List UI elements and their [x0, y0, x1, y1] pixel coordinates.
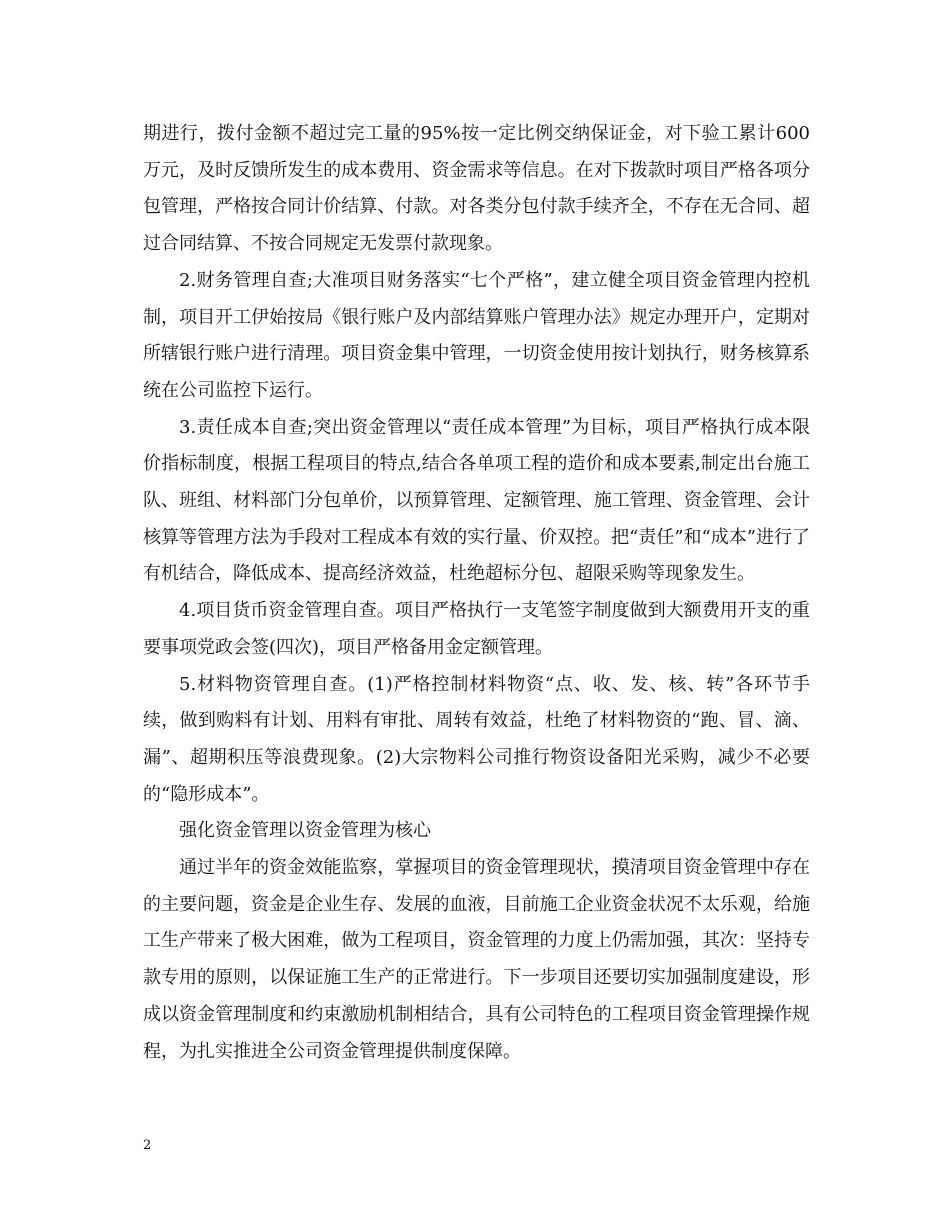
paragraph-financial-management: 2.财务管理自查;大准项目财务落实“七个严格”，建立健全项目资金管理内控机制，项目开工伊始按局《银行账户及内部结算账户管理办法》规定办理开户，定期对所辖银行账户进行清理。项目资金集中管理，一切资金使用按计划执行，财务核算系统在公司监控下运行。 [143, 269, 810, 401]
section-heading: 强化资金管理以资金管理为核心 [179, 820, 431, 842]
paragraph-summary: 通过半年的资金效能监察，掌握项目的资金管理现状，摸清项目资金管理中存在的主要问题，资金是企业生存、发展的血液，目前施工企业资金状况不太乐观，给施工生产带来了极大困难，做为工程项目，资金管理的力度上仍需加强，其次：坚持专款专用的原则，以保证施工生产的正常进行。下一步项目还要切实加强制度建设，形成以资金管理制度和约束激励机制相结合，具有公司特色的工程项目资金管理操作规程，为扎实推进全公司资金管理提供制度保障。 [143, 857, 810, 1062]
document-body [143, 116, 810, 1070]
paragraph-materials-management: 5.材料物资管理自查。(1)严格控制材料物资“点、收、发、核、转”各环节手续，做到购料有计划、用料有审批、周转有效益，杜绝了材料物资的“跑、冒、滴、漏”、超期积压等浪费现象。(2)大宗物料公司推行物资设备阳光采购，减少不必要的“隐形成本”。 [143, 673, 810, 805]
paragraph-monetary-funds: 4.项目货币资金管理自查。项目严格执行一支笔签字制度做到大额费用开支的重要事项党政会签(四次)，项目严格备用金定额管理。 [143, 600, 810, 658]
page-number: 2 [143, 1138, 152, 1153]
paragraph-responsibility-cost: 3.责任成本自查;突出资金管理以“责任成本管理”为目标，项目严格执行成本限价指标制度，根据工程项目的特点,结合各单项工程的造价和成本要素,制定出台施工队、班组、材料部门分包单价，以预算管理、定额管理、施工管理、资金管理、会计核算等管理方法为手段对工程成本有效的实行量、价双控。把“责任”和“成本”进行了有机结合，降低成本、提高经济效益，杜绝超标分包、超限采购等现象发生。 [143, 416, 810, 585]
paragraph-continued: 期进行，拨付金额不超过完工量的95%按一定比例交纳保证金，对下验工累计600万元，及时反馈所发生的成本费用、资金需求等信息。在对下拨款时项目严格各项分包管理，严格按合同计价结算、付款。对各类分包付款手续齐全，不存在无合同、超过合同结算、不按合同规定无发票付款现象。 [143, 123, 810, 255]
